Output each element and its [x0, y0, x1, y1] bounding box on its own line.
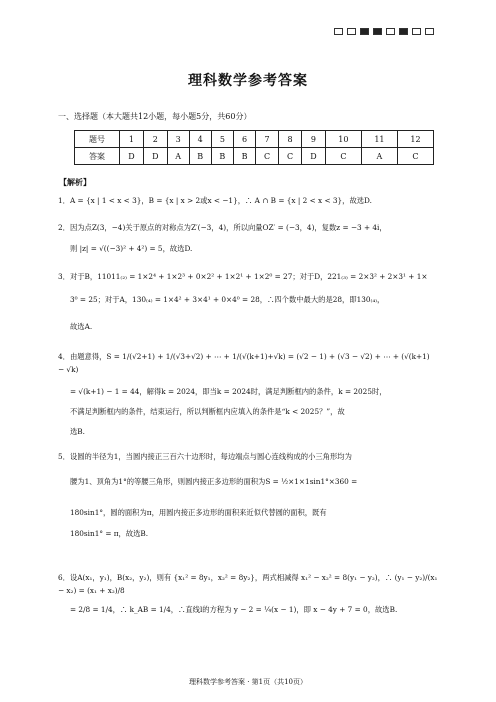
header-mark: [386, 28, 395, 35]
table-row: [75, 131, 434, 148]
solution-3-line-3: 故选A.: [70, 322, 93, 331]
table-cell: A: [167, 148, 189, 165]
table-cell: C: [325, 148, 361, 165]
table-cell: 9: [302, 131, 326, 148]
table-cell: 1: [120, 131, 144, 148]
header-mark: [412, 28, 421, 35]
solution-1: 1．A = {x | 1 < x < 3}，B = {x | x > 2或x < −1}，∴ A ∩ B = {x | 2 < x < 3}，故选D.: [58, 196, 372, 205]
header-mark: [399, 28, 408, 35]
header-mark: [373, 28, 382, 35]
section-heading: 一、选择题（本大题共12小题，每小题5分，共60分）: [58, 112, 252, 121]
solution-2-line-2: 则 |z| = √((−3)² + 4²) = 5，故选D.: [70, 244, 193, 253]
table-cell: C: [279, 148, 302, 165]
table-cell: A: [361, 148, 397, 165]
table-cell: B: [189, 148, 211, 165]
page-title: 理科数学参考答案: [188, 73, 308, 89]
table-cell: C: [397, 148, 433, 165]
solution-5-line-1: 5．设圆的半径为1，当圆内接正三百六十边形时，每边端点与圆心连线构成的小三角形均为: [58, 452, 352, 461]
header-mark: [347, 28, 356, 35]
table-cell: 5: [211, 131, 233, 148]
header-mark: [334, 28, 343, 35]
page-footer: 理科数学参考答案 · 第1页（共10页）: [188, 678, 308, 686]
table-cell: 10: [325, 131, 361, 148]
table-row: [75, 148, 434, 165]
table-cell: 11: [361, 131, 397, 148]
table-header-cell: 答案: [75, 148, 120, 165]
solution-6-line-1: 6．设A(x₁，y₁)，B(x₂，y₂)，则有 {x₁² = 8y₁，x₂² = 8y₂}，两式相减得 x₁² − x₂² = 8(y₁ − y₂)，∴ (y₁ − y₂)/(x₁ − x₂) = (x₁ + x₂)/8: [58, 573, 438, 595]
table-cell: B: [211, 148, 233, 165]
solution-5-line-2: 腰为1、顶角为1°的等腰三角形，则圆内接正多边形的面积为S = ½×1×1sin1°×360 =: [70, 477, 358, 486]
solution-5-line-4: 180sin1° = π，故选B.: [70, 529, 149, 538]
solution-3-line-1: 3．对于B，11011₍₂₎ = 1×2⁴ + 1×2³ + 0×2² + 1×2¹ + 1×2⁰ = 27；对于D，221₍₃₎ = 2×3² + 2×3¹ + 1×: [58, 272, 428, 281]
table-cell: 3: [167, 131, 189, 148]
analysis-heading: 【解析】: [59, 177, 91, 187]
table-header-cell: 题号: [75, 131, 120, 148]
table-cell: D: [302, 148, 326, 165]
table-cell: 7: [256, 131, 279, 148]
solution-3-line-2: 3⁰ = 25；对于A，130₍₄₎ = 1×4² + 3×4¹ + 0×4⁰ = 28，∴四个数中最大的是28，即130₍₄₎，: [70, 295, 385, 304]
solution-6-line-2: = 2/8 = 1/4，∴ k_AB = 1/4，∴直线l的方程为 y − 2 = ¼(x − 1)，即 x − 4y + 7 = 0，故选B.: [70, 605, 398, 614]
solution-4-line-2: = √(k+1) − 1 = 44，解得k = 2024，即当k = 2024时，满足判断框内的条件，k = 2025时，: [70, 387, 387, 396]
header-mark: [360, 28, 369, 35]
solution-2-line-1: 2．因为点Z(3，−4)关于原点的对称点为Z′(−3，4)，所以向量OZ′ = (−3，4)，复数z = −3 + 4i，: [58, 223, 387, 232]
table-cell: D: [120, 148, 144, 165]
table-cell: 2: [143, 131, 167, 148]
table-cell: 8: [279, 131, 302, 148]
header-mark: [425, 28, 434, 35]
solution-4-line-1: 4．由题意得，S = 1/(√2+1) + 1/(√3+√2) + ⋯ + 1/(√(k+1)+√k) = (√2 − 1) + (√3 − √2) + ⋯ + (√(k+1) − √k): [58, 352, 430, 374]
table-cell: B: [233, 148, 255, 165]
table-cell: C: [256, 148, 279, 165]
header-marks: [334, 28, 434, 35]
solution-4-line-3: 不满足判断框内的条件，结束运行，所以判断框内应填入的条件是“k < 2025？”，故: [70, 407, 345, 416]
table-cell: 4: [189, 131, 211, 148]
solution-5-line-3: 180sin1°，圆的面积为π，用圆内接正多边形的面积来近似代替圆的面积，既有: [70, 508, 327, 517]
table-cell: 12: [397, 131, 433, 148]
solution-4-line-4: 选B.: [70, 427, 85, 436]
table-cell: 6: [233, 131, 255, 148]
answer-table: [74, 130, 434, 165]
table-cell: D: [143, 148, 167, 165]
